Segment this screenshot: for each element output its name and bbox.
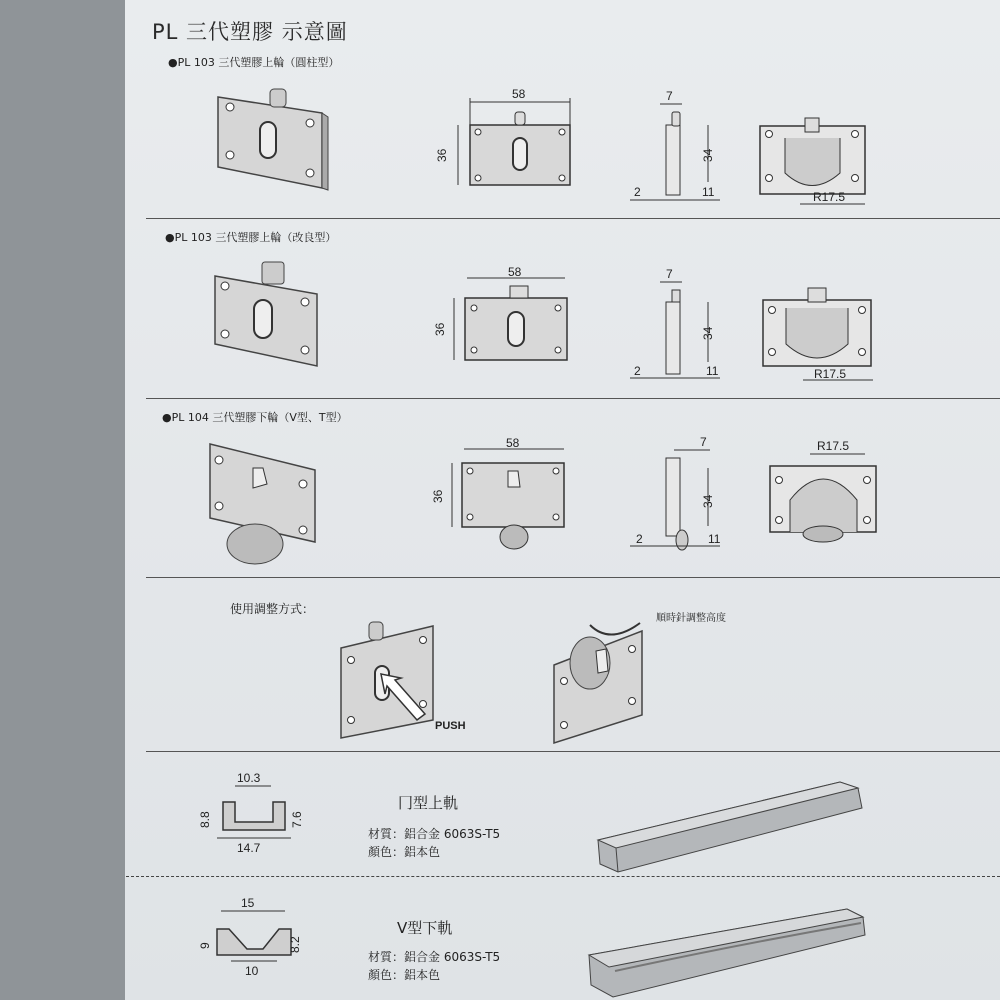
section-divider [146,577,1000,578]
push-label: PUSH [435,720,466,732]
dim-side-bottom-left: 2 [636,532,643,546]
dim-rail-bottom: 14.7 [237,841,261,855]
top-rail-profile-drawing [195,770,310,860]
dim-side-bottom-left: 2 [634,364,641,378]
dim-side-width: 7 [700,435,707,449]
pl103-cylinder-front-view [435,87,590,200]
pl103-cylinder-back-view [755,118,875,218]
rail-material-bottom: 材質：鋁合金 6063S-T5 [368,950,501,964]
section-label-pl103-cylinder: ●PL 103 三代塑膠上輪（圓柱型） [168,56,340,69]
dim-side-width: 7 [666,89,673,103]
dim-width: 58 [512,87,526,101]
rail-color-top: 顏色：鋁本色 [368,845,441,859]
pl103-improved-side-view [630,268,730,388]
dim-side-width: 7 [666,267,673,281]
dim-side-height: 34 [701,148,715,162]
rail-material-top: 材質：鋁合金 6063S-T5 [368,827,501,841]
dim-side-bottom-right: 11 [706,364,719,378]
adjust-label: 使用調整方式： [230,602,315,616]
section-divider [146,398,1000,399]
bottom-rail-profile-drawing [195,895,310,985]
pl104-back-view [765,436,885,546]
page-title: PL 三代塑膠 示意圖 [152,20,348,44]
dim-rail-left: 8.8 [198,811,212,828]
dim-side-bottom-right: 11 [702,185,715,199]
top-rail-3d-drawing [590,780,870,875]
dim-radius: R17.5 [817,439,850,453]
dim-height: 36 [435,148,449,162]
section-divider [146,751,1000,752]
section-label-pl104: ●PL 104 三代塑膠下輪（V型、T型） [162,411,348,424]
dim-side-bottom-right: 11 [708,532,721,546]
pl104-iso-drawing [205,440,325,570]
rotate-arrow-icon [590,623,640,635]
dim-side-bottom-left: 2 [634,185,641,199]
dim-radius: R17.5 [814,367,847,381]
dim-width: 58 [508,265,522,279]
dashed-divider [126,876,1000,877]
bottom-rail-3d-drawing [585,905,870,1000]
section-divider [146,218,1000,219]
dim-rail-right: 7.6 [290,811,304,828]
dim-rail-left: 9 [198,942,212,949]
pl103-improved-front-view [433,265,590,378]
dim-side-height: 34 [701,494,715,508]
pl103-cylinder-iso-drawing [210,85,330,195]
pl103-improved-back-view [758,286,878,386]
dim-rail-top: 10.3 [237,771,261,785]
clockwise-adjust-drawing [550,605,660,745]
rail-title-top: 冂型上軌 [398,794,459,812]
rail-color-bottom: 顏色：鋁本色 [368,968,441,982]
rail-title-bottom: V型下軌 [397,919,453,937]
dim-side-height: 34 [701,326,715,340]
dim-width: 58 [506,436,520,450]
pl104-side-view [630,428,730,558]
dim-radius: R17.5 [813,190,846,204]
clockwise-label: 順時針調整高度 [656,613,726,624]
dim-rail-bottom: 10 [245,964,259,978]
section-label-pl103-improved: ●PL 103 三代塑膠上輪（改良型） [165,231,337,244]
pl103-cylinder-side-view [630,90,730,210]
dim-rail-top: 15 [241,896,255,910]
dim-rail-right: 8.2 [288,936,302,953]
dim-height: 36 [431,489,445,503]
pl104-front-view [431,436,590,557]
pl103-improved-iso-drawing [207,258,327,373]
dim-height: 36 [433,322,447,336]
